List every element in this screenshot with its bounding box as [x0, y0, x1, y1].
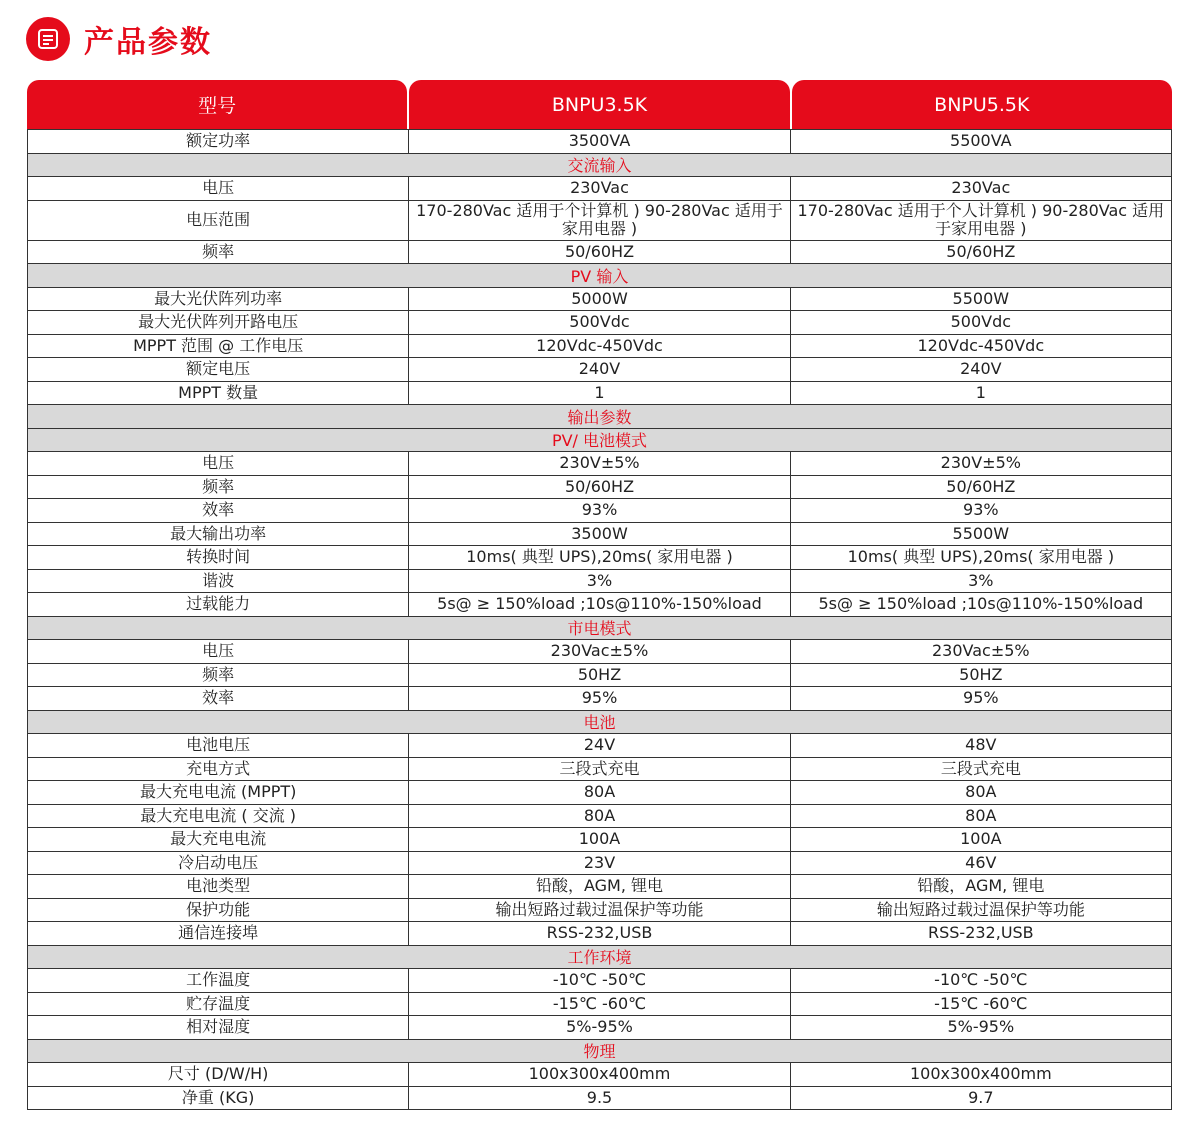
- bnpu5-5k-value-cell: 80A: [965, 782, 997, 802]
- bnpu5-5k-value-cell: 230V±5%: [940, 453, 1021, 473]
- bnpu5-5k-value-cell: 9.7: [968, 1087, 994, 1107]
- section-label: 工作环境: [567, 948, 632, 968]
- table-row: [28, 129, 1171, 153]
- table-row: [28, 733, 1171, 757]
- bnpu3-5k-value-cell: -10℃ -50℃: [409, 969, 790, 992]
- param-name-cell: 尺寸 (D/W/H): [28, 1063, 409, 1086]
- bnpu3-5k-value-cell: -15℃ -60℃: [409, 993, 790, 1016]
- bnpu3-5k-value-cell: 95%: [409, 687, 790, 710]
- bnpu3-5k-value-cell: 10ms( 典型 UPS),20ms( 家用电器 ): [409, 546, 790, 569]
- bnpu5-5k-value-cell: 铅酸，AGM, 锂电: [917, 876, 1045, 896]
- param-name-cell: 相对湿度: [28, 1016, 409, 1039]
- bnpu5-5k-value-cell: RSS-232,USB: [927, 923, 1034, 943]
- bnpu5-5k-value-cell: 93%: [963, 500, 999, 520]
- table-row: [28, 592, 1171, 616]
- bnpu5-5k-value-cell: 5500W: [952, 288, 1010, 308]
- bnpu5-5k-value-cell: 100x300x400mm: [909, 1064, 1052, 1084]
- section-row: [28, 428, 1171, 452]
- bnpu3-5k-value-cell: 170-280Vac 适用于个计算机 ) 90-280Vac 适用于家用电器 ): [409, 201, 790, 240]
- page-title: 产品参数: [84, 25, 212, 60]
- table-row: [28, 804, 1171, 828]
- param-name-cell: 电压: [28, 640, 409, 663]
- bnpu5-5k-value-cell: -10℃ -50℃: [934, 970, 1028, 990]
- bnpu3-5k-value-cell: 5000W: [409, 288, 790, 311]
- bnpu3-5k-value-cell: 5%-95%: [409, 1016, 790, 1039]
- bnpu3-5k-value-cell: 输出短路过载过温保护等功能: [409, 899, 790, 922]
- param-name-cell: 冷启动电压: [28, 852, 409, 875]
- bnpu3-5k-value-cell: 3500VA: [409, 130, 790, 153]
- table-row: [28, 639, 1171, 663]
- bnpu5-5k-value-cell: 输出短路过载过温保护等功能: [876, 899, 1085, 919]
- bnpu3-5k-value-cell: 100x300x400mm: [409, 1063, 790, 1086]
- section-row: [28, 263, 1171, 287]
- bnpu5-5k-value-cell: 100A: [960, 829, 1002, 849]
- bnpu3-5k-value-cell: 50/60HZ: [409, 476, 790, 499]
- bnpu5-5k-value-cell: 50HZ: [959, 664, 1003, 684]
- table-row: [28, 287, 1171, 311]
- bnpu3-5k-value-cell: 50HZ: [409, 664, 790, 687]
- bnpu5-5k-value-cell: 500Vdc: [950, 312, 1012, 332]
- header-bnpu5-5k: BNPU5.5K: [792, 80, 1172, 129]
- param-name-cell: 贮存温度: [28, 993, 409, 1016]
- bnpu3-5k-value-cell: 50/60HZ: [409, 241, 790, 264]
- table-row: [28, 686, 1171, 710]
- param-name-cell: 频率: [28, 476, 409, 499]
- table-row: [28, 663, 1171, 687]
- bnpu5-5k-value-cell: 48V: [965, 735, 997, 755]
- bnpu3-5k-value-cell: RSS-232,USB: [409, 922, 790, 945]
- param-name-cell: 净重 (KG): [28, 1087, 409, 1110]
- header-bnpu3-5k: BNPU3.5K: [409, 80, 789, 129]
- table-row: [28, 898, 1171, 922]
- bnpu3-5k-value-cell: 5s@ ≥ 150%load ;10s@110%-150%load: [409, 593, 790, 616]
- bnpu5-5k-value-cell: 50/60HZ: [946, 241, 1016, 261]
- section-label: PV/ 电池模式: [551, 431, 648, 451]
- section-label: 电池: [583, 713, 616, 733]
- param-name-cell: 最大光伏阵列功率: [28, 288, 409, 311]
- bnpu5-5k-value-cell: 1: [975, 382, 986, 402]
- bnpu3-5k-value-cell: 3500W: [409, 523, 790, 546]
- table-row: [28, 874, 1171, 898]
- table-row: [28, 921, 1171, 945]
- bnpu5-5k-value-cell: 80A: [965, 805, 997, 825]
- section-label: 输出参数: [567, 407, 632, 427]
- bnpu3-5k-value-cell: 1: [409, 382, 790, 405]
- table-header: [27, 80, 1172, 129]
- bnpu5-5k-value-cell: 230Vac±5%: [932, 641, 1030, 661]
- section-row: [28, 710, 1171, 734]
- table-row: [28, 780, 1171, 804]
- bnpu5-5k-value-cell: 120Vdc-450Vdc: [917, 335, 1045, 355]
- section-label: 市电模式: [567, 619, 632, 639]
- param-name-cell: 最大充电电流 ( 交流 ): [28, 805, 409, 828]
- bnpu3-5k-value-cell: 24V: [409, 734, 790, 757]
- bnpu3-5k-value-cell: 9.5: [409, 1087, 790, 1110]
- bnpu3-5k-value-cell: 230V±5%: [409, 452, 790, 475]
- param-name-cell: MPPT 范围 @ 工作电压: [28, 335, 409, 358]
- table-row: [28, 240, 1171, 264]
- param-name-cell: 最大充电电流: [28, 828, 409, 851]
- bnpu5-5k-value-cell: 240V: [960, 359, 1002, 379]
- param-name-cell: 通信连接埠: [28, 922, 409, 945]
- table-row: [28, 522, 1171, 546]
- table-body: [27, 129, 1172, 1110]
- bnpu3-5k-value-cell: 80A: [409, 781, 790, 804]
- table-row: [28, 992, 1171, 1016]
- param-name-cell: 电压范围: [28, 201, 409, 240]
- table-row: [28, 200, 1171, 240]
- bnpu3-5k-value-cell: 80A: [409, 805, 790, 828]
- bnpu5-5k-value-cell: 5s@ ≥ 150%load ;10s@110%-150%load: [818, 594, 1144, 614]
- header-model: 型号: [27, 80, 407, 129]
- bnpu5-5k-value-cell: 170-280Vac 适用于个人计算机 ) 90-280Vac 适用于家用电器 ): [797, 201, 1165, 238]
- bnpu3-5k-value-cell: 93%: [409, 499, 790, 522]
- section-row: [28, 1039, 1171, 1063]
- param-name-cell: 频率: [28, 664, 409, 687]
- bnpu3-5k-value-cell: 铅酸，AGM, 锂电: [409, 875, 790, 898]
- param-name-cell: 最大光伏阵列开路电压: [28, 311, 409, 334]
- bnpu3-5k-value-cell: 3%: [409, 570, 790, 593]
- param-name-cell: 效率: [28, 499, 409, 522]
- table-row: [28, 569, 1171, 593]
- section-label: PV 输入: [570, 266, 629, 286]
- table-row: [28, 176, 1171, 200]
- bnpu5-5k-value-cell: 230Vac: [951, 178, 1011, 198]
- section-row: [28, 616, 1171, 640]
- bnpu5-5k-value-cell: 10ms( 典型 UPS),20ms( 家用电器 ): [847, 547, 1115, 567]
- table-row: [28, 968, 1171, 992]
- bnpu5-5k-value-cell: 5500W: [952, 523, 1010, 543]
- table-row: [28, 545, 1171, 569]
- param-name-cell: 电压: [28, 452, 409, 475]
- param-name-cell: 额定功率: [28, 130, 409, 153]
- table-row: [28, 1086, 1171, 1110]
- param-name-cell: 电压: [28, 177, 409, 200]
- bnpu3-5k-value-cell: 23V: [409, 852, 790, 875]
- bnpu3-5k-value-cell: 240V: [409, 358, 790, 381]
- table-row: [28, 381, 1171, 405]
- section-row: [28, 153, 1171, 177]
- bnpu3-5k-value-cell: 三段式充电: [409, 758, 790, 781]
- param-name-cell: 保护功能: [28, 899, 409, 922]
- table-row: [28, 851, 1171, 875]
- param-name-cell: 最大输出功率: [28, 523, 409, 546]
- table-row: [28, 827, 1171, 851]
- param-name-cell: 电池类型: [28, 875, 409, 898]
- param-name-cell: MPPT 数量: [28, 382, 409, 405]
- bnpu5-5k-value-cell: -15℃ -60℃: [934, 993, 1028, 1013]
- param-name-cell: 最大充电电流 (MPPT): [28, 781, 409, 804]
- param-name-cell: 过载能力: [28, 593, 409, 616]
- param-name-cell: 转换时间: [28, 546, 409, 569]
- bnpu3-5k-value-cell: 120Vdc-450Vdc: [409, 335, 790, 358]
- section-row: [28, 945, 1171, 969]
- bnpu5-5k-value-cell: 三段式充电: [940, 758, 1021, 778]
- param-name-cell: 频率: [28, 241, 409, 264]
- param-name-cell: 电池电压: [28, 734, 409, 757]
- section-row: [28, 404, 1171, 428]
- bnpu3-5k-value-cell: 500Vdc: [409, 311, 790, 334]
- spec-table: [27, 80, 1172, 1110]
- list-icon: [26, 17, 70, 61]
- table-row: [28, 498, 1171, 522]
- table-row: [28, 310, 1171, 334]
- bnpu5-5k-value-cell: 95%: [963, 688, 999, 708]
- table-row: [28, 757, 1171, 781]
- param-name-cell: 充电方式: [28, 758, 409, 781]
- bnpu5-5k-value-cell: 5500VA: [950, 131, 1012, 151]
- bnpu3-5k-value-cell: 100A: [409, 828, 790, 851]
- table-row: [28, 451, 1171, 475]
- bnpu5-5k-value-cell: 50/60HZ: [946, 476, 1016, 496]
- param-name-cell: 谐波: [28, 570, 409, 593]
- bnpu5-5k-value-cell: 5%-95%: [947, 1017, 1015, 1037]
- bnpu5-5k-value-cell: 46V: [965, 852, 997, 872]
- param-name-cell: 工作温度: [28, 969, 409, 992]
- param-name-cell: 效率: [28, 687, 409, 710]
- bnpu3-5k-value-cell: 230Vac±5%: [409, 640, 790, 663]
- table-row: [28, 1062, 1171, 1086]
- section-label: 交流输入: [567, 156, 632, 176]
- table-row: [28, 334, 1171, 358]
- bnpu3-5k-value-cell: 230Vac: [409, 177, 790, 200]
- page-header: [26, 16, 212, 62]
- section-label: 物理: [583, 1042, 616, 1062]
- table-row: [28, 1015, 1171, 1039]
- table-row: [28, 475, 1171, 499]
- bnpu5-5k-value-cell: 3%: [968, 570, 994, 590]
- param-name-cell: 额定电压: [28, 358, 409, 381]
- table-row: [28, 357, 1171, 381]
